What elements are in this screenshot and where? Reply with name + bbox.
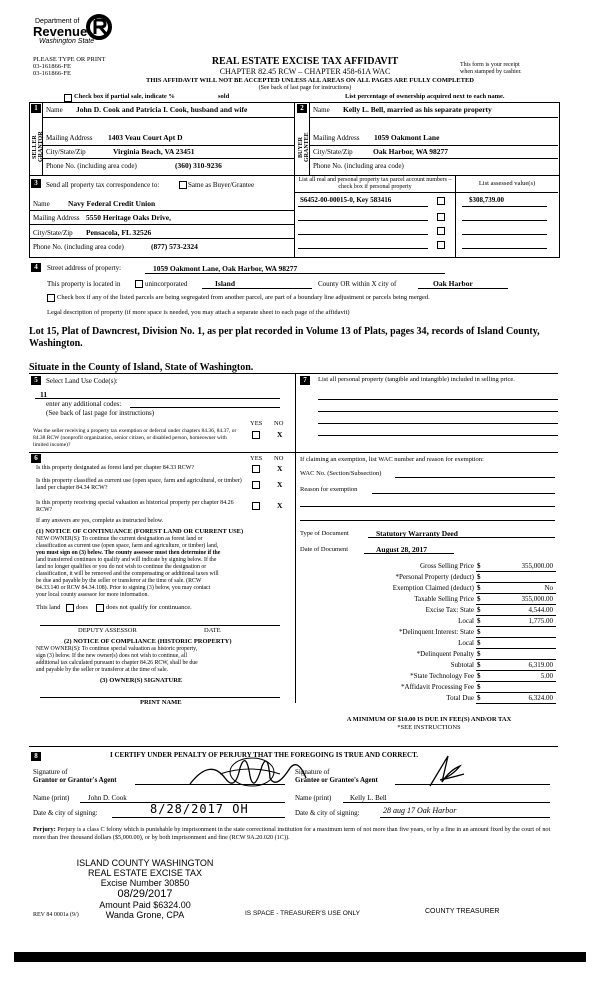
additional-codes-label: enter any additional codes: bbox=[46, 400, 122, 408]
tax-row-value[interactable]: No bbox=[544, 584, 553, 592]
grantee-name-label: Name (print) bbox=[295, 794, 332, 802]
seller-name-value[interactable]: John D. Cook and Patricia I. Cook, husband and wife bbox=[76, 105, 248, 114]
rev-number: REV 84 0001a (9/) bbox=[33, 912, 79, 918]
legal-description[interactable]: Lot 15, Plat of Dawncrest, Division No. 1, as per plat recorded in Volume 13 of Plats, pages 34, records of Island County, Washington. bbox=[29, 326, 540, 349]
tax-row-currency: $ bbox=[477, 595, 481, 603]
tax-row-currency: $ bbox=[477, 573, 481, 581]
grantor-date-value[interactable]: 8/28/2017 OH bbox=[150, 802, 249, 816]
treasurer-stamp bbox=[60, 858, 230, 920]
ownership-note: List percentage of ownership acquired next to each name. bbox=[345, 93, 505, 100]
stamp-code-2: 03-161866-FE bbox=[33, 70, 71, 77]
forest-question: Is this property designated as forest land per chapter 84.33 RCW? bbox=[36, 465, 195, 471]
does-label: does bbox=[76, 604, 88, 611]
historic-no-x[interactable]: X bbox=[277, 501, 283, 510]
tax-row-label: Total Due bbox=[446, 694, 474, 702]
notice-2-line: sign (3) below. If the new owner(s) does not wish to continue, all bbox=[36, 653, 187, 659]
forest-yes-checkbox[interactable] bbox=[252, 465, 260, 473]
tax-row-currency: $ bbox=[477, 562, 481, 570]
tax-row-label: Taxable Selling Price bbox=[414, 595, 474, 603]
notice-1-line: classification as current use (open space, farm and agriculture, or timber) land, bbox=[36, 543, 219, 549]
stamp-line: Amount Paid $6324.00 bbox=[99, 900, 191, 910]
buyer-city-label: City/State/Zip bbox=[313, 148, 353, 156]
tax-row-value[interactable]: 355,000.00 bbox=[521, 562, 553, 570]
perjury-text: Perjury is a class C felony which is punishable by imprisonment in the state correctional institution for a maximum term of not more than five years, or by a fine in an amount fixed by the court of not more than five thousand dollars ($5,000.00), or by both imprisonment and fine (RCW 9A.20.020 (1C)). bbox=[33, 826, 551, 841]
same-as-buyer-label: Same as Buyer/Grantee bbox=[188, 181, 255, 189]
sold-label: sold bbox=[218, 93, 230, 100]
corr-name-label: Name bbox=[33, 200, 50, 208]
notice-2-line: additional tax calculated pursuant to chapter 84.26 RCW, shall be due bbox=[36, 660, 198, 666]
seller-phone-label: Phone No. (including area code) bbox=[46, 162, 137, 170]
tax-row-value[interactable]: 355,000.00 bbox=[521, 595, 553, 603]
grantee-name-value[interactable]: Kelly L. Bell bbox=[350, 794, 387, 802]
situate-line: Situate in the County of Island, State of Washington. bbox=[29, 362, 254, 373]
tax-row bbox=[300, 595, 558, 606]
buyer-address-label: Mailing Address bbox=[313, 134, 360, 142]
section-2-number: 2 bbox=[297, 104, 307, 113]
corr-phone-label: Phone No. (including area code) bbox=[33, 243, 124, 251]
buyer-city-value[interactable]: Oak Harbor, WA 98277 bbox=[373, 147, 449, 156]
stamp-line: ISLAND COUNTY WASHINGTON bbox=[76, 858, 214, 868]
tax-row-currency: $ bbox=[477, 650, 481, 658]
tax-row-label: *Delinquent Penalty bbox=[416, 650, 474, 658]
section-3-number: 3 bbox=[31, 179, 41, 188]
tax-row-value[interactable]: 6,319.00 bbox=[528, 661, 553, 669]
partial-sale-checkbox[interactable] bbox=[64, 94, 72, 102]
notice-1-line: classification, it will be removed and the compensating or additional taxes will bbox=[36, 571, 219, 577]
form-warning: THIS AFFIDAVIT WILL NOT BE ACCEPTED UNLESS ALL AREAS ON ALL PAGES ARE FULLY COMPLETED bbox=[146, 77, 474, 84]
personal-property-checkbox-2[interactable] bbox=[437, 213, 445, 221]
assessed-header: List assessed value(s) bbox=[478, 180, 536, 187]
stamp-line: REAL ESTATE EXCISE TAX bbox=[87, 868, 203, 878]
treasurer-use-only: IS SPACE - TREASURER'S USE ONLY bbox=[245, 910, 361, 917]
perjury-note bbox=[33, 826, 558, 842]
city-value[interactable]: Oak Harbor bbox=[433, 279, 473, 288]
legal-desc-label: Legal description of property (if more space is needed, you may attach a separate sheet to each page of the affidavit) bbox=[47, 309, 350, 316]
tax-row-label: *Affidavit Processing Fee bbox=[401, 683, 474, 691]
located-label: This property is located in bbox=[47, 280, 121, 288]
notice-1-title: (1) NOTICE OF CONTINUANCE (FOREST LAND OR CURRENT USE) bbox=[36, 528, 244, 535]
no-header-6: NO bbox=[274, 455, 284, 462]
tax-row-currency: $ bbox=[477, 628, 481, 636]
see-back-note: (See back of last page for instructions) bbox=[258, 85, 352, 91]
receipt-note-1: This form is your receipt bbox=[460, 62, 520, 68]
tax-row-currency: $ bbox=[477, 672, 481, 680]
personal-property-label: List all personal property (tangible and intangible) included in selling price. bbox=[318, 376, 515, 383]
county-label: County OR within X city of bbox=[318, 280, 397, 288]
personal-property-checkbox-3[interactable] bbox=[437, 227, 445, 235]
section-5-number: 5 bbox=[31, 376, 41, 385]
exemption-question: Was the seller receiving a property tax exemption or deferral under chapters 84.36, 84.37, or 84.38 RCW (nonprofit organization, senior citizen, or disabled person, homeowner with limited income)? bbox=[33, 428, 237, 448]
tax-row-label: Excise Tax: State bbox=[425, 606, 474, 614]
notice-2-line: and payable by the seller or transferor at the time of sale. bbox=[36, 667, 168, 673]
notice-1-line: land no longer qualifies or you do not wish to continue the designation or bbox=[36, 564, 207, 570]
notice-1-line: your local county assessor for more information. bbox=[36, 592, 149, 598]
grantee-date-value[interactable]: 28 aug 17 Oak Harbor bbox=[383, 806, 457, 815]
doc-type-label: Type of Document bbox=[300, 530, 349, 537]
buyer-phone-label: Phone No. (including area code) bbox=[313, 162, 404, 170]
grantor-signature[interactable] bbox=[180, 748, 330, 796]
tax-row bbox=[300, 672, 558, 683]
corr-address-label: Mailing Address bbox=[33, 214, 80, 222]
assessed-value[interactable]: $308,739.00 bbox=[469, 196, 504, 204]
tax-row-currency: $ bbox=[477, 694, 481, 702]
segregated-checkbox[interactable] bbox=[47, 294, 55, 302]
minimum-note: A MINIMUM OF $10.00 IS DUE IN FEE(S) AND/OR TAX bbox=[346, 716, 512, 723]
segregated-label: Check box if any of the listed parcels are being segregated from another parcel, are part of a boundary line adjustment or parcels being merged. bbox=[57, 294, 430, 301]
grantor-date-label: Date & city of signing: bbox=[33, 809, 98, 817]
tax-row bbox=[300, 573, 558, 584]
section-1-number: 1 bbox=[31, 104, 41, 113]
seller-city-value[interactable]: Virginia Beach, VA 23451 bbox=[113, 147, 195, 156]
agency-logo bbox=[33, 14, 123, 50]
revenue-logo-icon bbox=[85, 14, 113, 40]
seller-address-value[interactable]: 1403 Veau Court Apt D bbox=[108, 133, 183, 142]
deputy-date-label: DATE bbox=[204, 627, 221, 634]
grantee-signature[interactable] bbox=[420, 752, 470, 792]
tax-row bbox=[300, 650, 558, 661]
see-instructions: *SEE INSTRUCTIONS bbox=[397, 724, 461, 731]
tax-row-label: *Personal Property (deduct) bbox=[395, 573, 474, 581]
seller-address-label: Mailing Address bbox=[46, 134, 93, 142]
notice-1-line: 84.33.140 or RCW 84.34.108). Prior to signing (3) below, you may contact bbox=[36, 585, 211, 591]
same-as-buyer-checkbox[interactable] bbox=[179, 181, 187, 189]
wac-label: WAC No. (Section/Subsection) bbox=[300, 470, 382, 477]
personal-property-checkbox-1[interactable] bbox=[437, 197, 445, 205]
tax-row-currency: $ bbox=[477, 617, 481, 625]
buyer-name-value[interactable]: Kelly L. Bell, married as his separate property bbox=[343, 105, 492, 114]
current-use-yes-checkbox[interactable] bbox=[252, 481, 260, 489]
tax-row-value[interactable]: 5.00 bbox=[540, 672, 553, 680]
agency-line1: Department of bbox=[35, 18, 80, 25]
section-6-number: 6 bbox=[31, 454, 41, 463]
personal-property-checkbox-4[interactable] bbox=[437, 241, 445, 249]
does-not-label: does not qualify for continuance. bbox=[106, 604, 192, 611]
corr-name-value[interactable]: Navy Federal Credit Union bbox=[68, 199, 156, 208]
tax-row bbox=[300, 606, 558, 617]
no-header-5: NO bbox=[274, 420, 284, 427]
tax-row-label: Local bbox=[458, 639, 474, 647]
notice-1-line: you must sign on (3) below. The county assessor must then determine if the bbox=[36, 550, 221, 556]
agency-line2: Revenue bbox=[33, 24, 88, 39]
street-label: Street address of property: bbox=[47, 264, 122, 272]
corr-phone-value[interactable]: (877) 573-2324 bbox=[151, 242, 198, 251]
perjury-label: Perjury: bbox=[33, 826, 56, 833]
stamp-line: 08/29/2017 bbox=[117, 888, 173, 900]
doc-date-label: Date of Document bbox=[300, 546, 349, 553]
does-not-checkbox[interactable] bbox=[96, 604, 104, 612]
current-use-question: Is this property classified as current use (open space, farm and agricultural, or timber) land per chapter 84.34 RCW? bbox=[36, 478, 242, 491]
forest-no-x[interactable]: X bbox=[277, 464, 283, 473]
agency-line3: Washington State bbox=[39, 38, 95, 45]
correspondence-label: Send all property tax correspondence to: bbox=[46, 181, 160, 189]
notice-2-line: NEW OWNER(S): To continue special valuation as historic property, bbox=[36, 646, 198, 652]
historic-yes-checkbox[interactable] bbox=[252, 502, 260, 510]
stamp-line: Wanda Grone, CPA bbox=[105, 910, 185, 920]
yes-header-6: YES bbox=[250, 455, 263, 462]
notice-1-line: NEW OWNER(S): To continue the current designation as forest land or bbox=[36, 536, 203, 542]
does-checkbox[interactable] bbox=[66, 604, 74, 612]
see-back-5: (See back of last page for instructions) bbox=[46, 409, 155, 417]
tax-row-value[interactable]: 1,775.00 bbox=[528, 617, 553, 625]
tax-row bbox=[300, 584, 558, 595]
tax-row bbox=[300, 562, 558, 573]
please-type: PLEASE TYPE OR PRINT bbox=[33, 56, 106, 63]
tax-row-label: *State Technology Fee bbox=[410, 672, 474, 680]
seller-phone-value[interactable]: (360) 310-9236 bbox=[175, 161, 222, 170]
notice-2-body bbox=[36, 646, 292, 674]
exemption-no-x[interactable]: X bbox=[277, 430, 283, 439]
tax-row-currency: $ bbox=[477, 661, 481, 669]
corr-address-value[interactable]: 5550 Heritage Oaks Drive, bbox=[86, 213, 171, 222]
tax-row-label: Local bbox=[458, 617, 474, 625]
yes-header-5: YES bbox=[250, 420, 263, 427]
parcel-header: List all real and personal property tax parcel account numbers – check box if personal property bbox=[298, 177, 452, 190]
doc-type-value[interactable]: Statutory Warranty Deed bbox=[376, 529, 458, 538]
doc-date-value[interactable]: August 28, 2017 bbox=[376, 545, 428, 554]
corr-city-value[interactable]: Pensacola, FL 32526 bbox=[86, 228, 152, 237]
grantee-sig-of: Signature of bbox=[295, 768, 330, 776]
reason-label: Reason for exemption bbox=[300, 486, 358, 493]
tax-row-label: *Delinquent Interest: State bbox=[398, 628, 474, 636]
print-name-label: PRINT NAME bbox=[140, 699, 182, 706]
section-7-number: 7 bbox=[300, 376, 310, 385]
section-4-number: 4 bbox=[31, 263, 41, 272]
section-8-number: 8 bbox=[31, 752, 41, 761]
county-value[interactable]: Island bbox=[215, 279, 236, 288]
tax-row-label: Exemption Claimed (deduct) bbox=[392, 584, 474, 592]
partial-sale-label: Check box if partial sale, indicate % bbox=[74, 93, 175, 100]
grantor-agent-label: Grantor or Grantor's Agent bbox=[33, 776, 117, 784]
notice-1-body bbox=[36, 536, 292, 599]
tax-row-value[interactable]: 6,324.00 bbox=[528, 694, 553, 702]
owner-signature-label: (3) OWNER(S) SIGNATURE bbox=[100, 677, 183, 684]
grantee-agent-label: Grantee or Grantee's Agent bbox=[295, 776, 378, 784]
this-land-label: This land bbox=[36, 604, 61, 611]
stamp-line: Excise Number 30850 bbox=[100, 878, 190, 888]
tax-row bbox=[300, 617, 558, 628]
parcel-number-value[interactable]: S6452-00-00015-0, Key 583416 bbox=[300, 196, 392, 204]
form-chapter: CHAPTER 82.45 RCW – CHAPTER 458-61A WAC bbox=[219, 67, 391, 76]
tax-row bbox=[300, 628, 558, 639]
unincorporated-label: unincorporated bbox=[145, 280, 188, 288]
land-use-label: Select Land Use Code(s): bbox=[46, 377, 118, 385]
stamp-code-1: 03-161866-FE bbox=[33, 63, 71, 70]
buyer-name-label: Name bbox=[313, 106, 330, 114]
buyer-side-label: BUYER GRANTEE bbox=[298, 132, 310, 162]
grantor-name-value[interactable]: John D. Cook bbox=[88, 794, 127, 802]
tax-row-currency: $ bbox=[477, 584, 481, 592]
seller-city-label: City/State/Zip bbox=[46, 148, 86, 156]
historic-question: Is this property receiving special valuation as historical property per chapter 84.26 RCW? bbox=[36, 500, 234, 513]
unincorporated-checkbox[interactable] bbox=[135, 280, 143, 288]
receipt-note-2: when stamped by cashier. bbox=[460, 69, 522, 75]
notice-1-line: be due and payable by the seller or transferor at the time of sale. (RCW bbox=[36, 578, 202, 584]
land-use-value[interactable]: 11 bbox=[40, 390, 48, 399]
tax-row bbox=[300, 639, 558, 650]
exemption-claim-label: If claiming an exemption, list WAC number and reason for exemption: bbox=[300, 456, 484, 463]
grantor-sig-of: Signature of bbox=[33, 768, 68, 776]
if-yes-note: If any answers are yes, complete as instructed below. bbox=[36, 518, 164, 524]
form-title: REAL ESTATE EXCISE TAX AFFIDAVIT bbox=[211, 56, 399, 67]
tax-row-label: Gross Selling Price bbox=[419, 562, 474, 570]
deputy-assessor-label: DEPUTY ASSESSOR bbox=[78, 627, 137, 634]
notice-1-line: land transferred continues to qualify and will indicate by signing below. If the bbox=[36, 557, 217, 563]
tax-row bbox=[300, 694, 558, 705]
notice-2-title: (2) NOTICE OF COMPLIANCE (HISTORIC PROPERTY) bbox=[64, 638, 232, 645]
corr-city-label: City/State/Zip bbox=[33, 229, 73, 237]
tax-row-label: Subtotal bbox=[450, 661, 474, 669]
tax-row bbox=[300, 661, 558, 672]
tax-row-currency: $ bbox=[477, 639, 481, 647]
tax-row-currency: $ bbox=[477, 683, 481, 691]
current-use-no-x[interactable]: X bbox=[277, 480, 283, 489]
buyer-address-value[interactable]: 1059 Oakmont Lane bbox=[374, 133, 440, 142]
grantor-name-label: Name (print) bbox=[33, 794, 70, 802]
county-treasurer-label: COUNTY TREASURER bbox=[425, 908, 500, 915]
seller-side-label: SELLER GRANTOR bbox=[32, 131, 44, 163]
seller-name-label: Name bbox=[46, 106, 63, 114]
grantee-date-label: Date & city of signing: bbox=[295, 809, 360, 817]
street-value[interactable]: 1059 Oakmont Lane, Oak Harbor, WA 98277 bbox=[153, 264, 298, 273]
exemption-yes-checkbox[interactable] bbox=[252, 431, 260, 439]
bottom-bar bbox=[14, 952, 586, 962]
tax-row bbox=[300, 683, 558, 694]
tax-row-value[interactable]: 4,544.00 bbox=[528, 606, 553, 614]
tax-row-currency: $ bbox=[477, 606, 481, 614]
certify-statement: I CERTIFY UNDER PENALTY OF PERJURY THAT THE FOREGOING IS TRUE AND CORRECT. bbox=[110, 751, 419, 759]
